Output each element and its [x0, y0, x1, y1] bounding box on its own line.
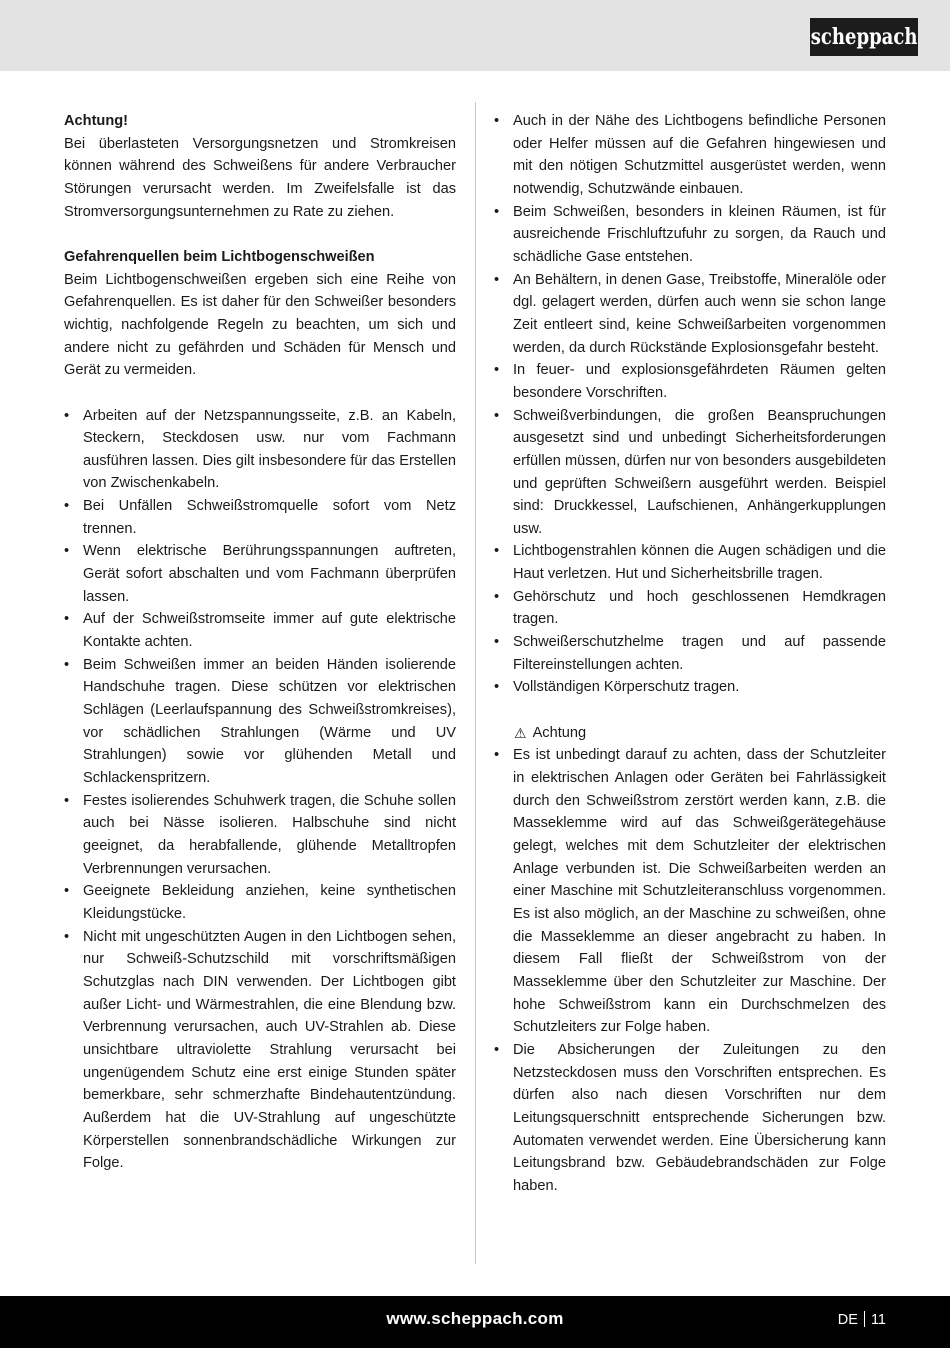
- list-item: • Wenn elektrische Berührungsspannungen auftreten, Gerät sofort abschalten und vom Fachmann überprüfen lassen.: [64, 540, 456, 608]
- page-header: [0, 0, 950, 71]
- bullet-icon: •: [494, 634, 500, 651]
- page-number: 11: [870, 1312, 886, 1328]
- list-item: • Schweißverbindungen, die großen Beanspruchungen ausgesetzt sind und unbedingt Sicherheitsforderungen erfüllen müssen, dürfen nur von besonders ausgebildeten und geprüften Schweißern ausgeführt werden. Beispiel sind: Druckkessel, Laufschienen, Anhängerkupplungen usw.: [494, 405, 886, 541]
- list-item: • Auf der Schweißstromseite immer auf gute elektrische Kontakte achten.: [64, 608, 456, 653]
- spacer: [64, 382, 456, 405]
- warning-triangle-icon: ⚠: [514, 724, 527, 741]
- list-item: • Die Absicherungen der Zuleitungen zu den Netzsteckdosen muss den Vorschriften entsprechen. Es dürfen also nach diesen Vorschriften nur dem Leitungsquerschnitt entsprechende Sicherungen bzw. Automaten verwendet werden. Eine Übersicherung kann Leitungsbrand bzw. Gebäudebrandschäden zur Folge haben.: [494, 1039, 886, 1198]
- bullet-icon: •: [64, 611, 70, 628]
- left-bullet-list: [64, 405, 456, 1175]
- attention-text: Bei überlasteten Versorgungsnetzen und Stromkreisen können während des Schweißens für andere Verbraucher Störungen verursacht werden. Im Zweifelsfalle ist das Stromversorgungsunternehmen zu Rate zu ziehen.: [64, 135, 456, 220]
- warning-label: Achtung: [532, 724, 587, 741]
- bullet-icon: •: [494, 747, 500, 764]
- spacer: [494, 699, 886, 722]
- bullet-icon: •: [64, 498, 70, 515]
- list-item: • Gehörschutz und hoch geschlossenen Hemdkragen tragen.: [494, 586, 886, 631]
- bullet-icon: •: [494, 543, 500, 560]
- bullet-icon: •: [494, 203, 500, 220]
- bullet-icon: •: [64, 407, 70, 424]
- attention-title: Achtung!: [64, 113, 129, 129]
- separator: [864, 1311, 865, 1327]
- list-item: • Nicht mit ungeschützten Augen in den Lichtbogen sehen, nur Schweiß-Schutzschild mit vorschriftsmäßigen Schutzglas nach DIN verwenden. Der Lichtbogen gibt außer Licht- und Wärmestrahlen, die eine Blendung bzw. Verbrennung verursachen, auch UV-Strahlen ab. Diese unsichtbare ultraviolette Strahlung verursacht bei ungenügendem Schutz eine erst einige Stunden später bemerkbare, sehr schmerzhafte Bindehautentzündung. Außerdem hat die UV-Strahlung auf ungeschützte Körperstellen sonnenbrandschädliche Wirkungen zur Folge.: [64, 926, 456, 1175]
- logo-text: scheppach: [810, 24, 918, 50]
- hazards-title: Gefahrenquellen beim Lichtbogenschweißen: [64, 248, 375, 265]
- bullet-icon: •: [494, 407, 500, 424]
- right-bullet-list: [494, 110, 886, 699]
- page-indicator: [838, 1311, 886, 1328]
- language-code: DE: [837, 1312, 858, 1328]
- brand-logo: [810, 18, 918, 56]
- hazards-text: Beim Lichtbogenschweißen ergeben sich eine Reihe von Gefahrenquellen. Es ist daher für den Schweißer besonders wichtig, nachfolgende Regeln zu beachten, um sich und andere nicht zu gefährden und Schäden für Mensch und Gerät zu vermeiden.: [64, 271, 456, 379]
- bullet-icon: •: [64, 792, 70, 809]
- spacer: [64, 223, 456, 246]
- list-item: • Arbeiten auf der Netzspannungsseite, z.B. an Kabeln, Steckern, Steckdosen usw. nur vom Fachmann ausführen lassen. Dies gilt insbesondere für das Erstellen von Zwischenkabeln.: [64, 405, 456, 496]
- bullet-icon: •: [494, 271, 500, 288]
- list-item: • Festes isolierendes Schuhwerk tragen, die Schuhe sollen auch bei Nässe isolieren. Halbschuhe sind nicht geeignet, da herabfallende, glühende Metalltropfen Verbrennungen verursachen.: [64, 790, 456, 881]
- bullet-icon: •: [494, 679, 500, 696]
- right-column: [494, 110, 886, 1197]
- page-footer: [0, 1296, 950, 1348]
- bullet-icon: •: [64, 883, 70, 900]
- column-divider: [475, 102, 476, 1264]
- list-item: • Beim Schweißen immer an beiden Händen isolierende Handschuhe tragen. Diese schützen vor elektrischen Schlägen (Leerlaufspannung des Schweißstromkreises), vor schädlichen Strahlungen (Wärme und UV Strahlungen) sowie vor glühenden Metall und Schlackenspritzern.: [64, 654, 456, 790]
- bullet-icon: •: [494, 588, 500, 605]
- bullet-icon: •: [64, 543, 70, 560]
- list-item: • Lichtbogenstrahlen können die Augen schädigen und die Haut verletzen. Hut und Sicherheitsbrille tragen.: [494, 540, 886, 585]
- bullet-icon: •: [494, 1041, 500, 1058]
- bullet-icon: •: [494, 362, 500, 379]
- list-item: • Bei Unfällen Schweißstromquelle sofort vom Netz trennen.: [64, 495, 456, 540]
- bullet-icon: •: [64, 656, 70, 673]
- list-item: • Es ist unbedingt darauf zu achten, dass der Schutzleiter in elektrischen Anlagen oder Geräten bei Fahrlässigkeit durch den Schweißstrom zerstört werden kann, z.B. die Masseklemme wird auf das Schweißgerätegehäuse gelegt, welches mit dem Schutzleiter der elektrischen Anlage verbunden ist. Die Schweißarbeiten werden an einer Maschine mit Schutzleiteranschluss vorgenommen. Es ist also möglich, an der Maschine zu schweißen, ohne die Masseklemme an dieser angebracht zu haben. In diesem Fall fließt der Schweißstrom von der Masseklemme über den Schutzleiter zur Maschine. Der hohe Schweißstrom kann ein Durchschmelzen des Schutzleiters zur Folge haben.: [494, 744, 886, 1039]
- list-item: • An Behältern, in denen Gase, Treibstoffe, Mineralöle oder dgl. gelagert werden, dürfen auch wenn sie schon lange Zeit entleert sind, keine Schweißarbeiten vorgenommen werden, da durch Rückstände Explosionsgefahr besteht.: [494, 269, 886, 360]
- list-item: • Beim Schweißen, besonders in kleinen Räumen, ist für ausreichende Frischluftzufuhr zu sorgen, da Rauch und schädliche Gase entstehen.: [494, 201, 886, 269]
- warning-heading: [494, 722, 886, 745]
- website-link[interactable]: www.scheppach.com: [386, 1309, 564, 1328]
- list-item: • In feuer- und explosionsgefährdeten Räumen gelten besondere Vorschriften.: [494, 359, 886, 404]
- list-item: • Geeignete Bekleidung anziehen, keine synthetischen Kleidungstücke.: [64, 880, 456, 925]
- bullet-icon: •: [494, 113, 500, 129]
- list-item: • Vollständigen Körperschutz tragen.: [494, 676, 886, 699]
- list-item: • Schweißerschutzhelme tragen und auf passende Filtereinstellungen achten.: [494, 631, 886, 676]
- left-column: [64, 110, 456, 1175]
- warning-bullet-list: [494, 744, 886, 1197]
- bullet-icon: •: [64, 928, 70, 945]
- list-item: • Auch in der Nähe des Lichtbogens befindliche Personen oder Helfer müssen auf die Gefahren hingewiesen und mit den nötigen Schutzmittel ausgerüstet werden, wenn notwendig, Schutzwände einbauen.: [494, 110, 886, 201]
